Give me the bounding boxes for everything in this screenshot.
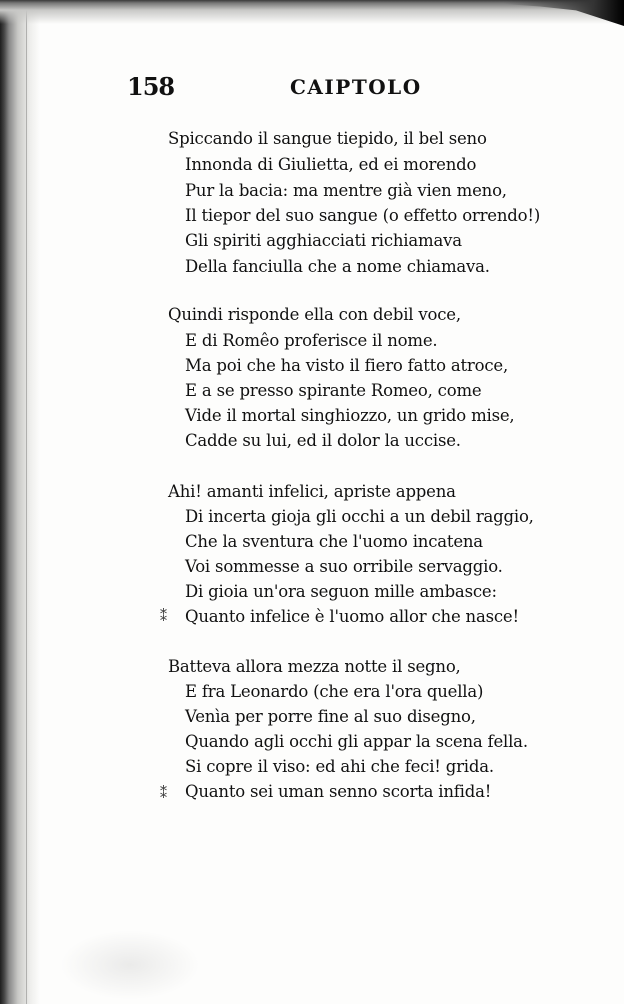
verse-line: Innonda di Giulietta, ed ei morendo xyxy=(185,155,477,174)
verse-line: Ahi! amanti infelici, apriste appena xyxy=(168,482,456,501)
verse-line: Batteva allora mezza notte il segno, xyxy=(168,657,461,676)
verse-line: Quindi risponde ella con debil voce, xyxy=(168,305,461,324)
verse-line: Si copre il viso: ed ahi che feci! grida. xyxy=(185,757,494,776)
verse-line: Vide il mortal singhiozzo, un grido mise, xyxy=(185,406,515,425)
gutter-crease xyxy=(26,0,27,1004)
verse-line: Pur la bacia: ma mentre già vien meno, xyxy=(185,181,507,200)
verse-line: Voi sommesse a suo orribile servaggio. xyxy=(185,557,503,576)
verse-line: Quanto infelice è l'uomo allor che nasce! xyxy=(185,607,519,626)
margin-mark-icon: ⁑ xyxy=(160,609,167,625)
margin-mark-icon: ⁑ xyxy=(160,786,167,802)
verse-line: E a se presso spirante Romeo, come xyxy=(185,381,482,400)
paper-stain xyxy=(60,930,200,1000)
verse-line: Della fanciulla che a nome chiamava. xyxy=(185,257,490,276)
verse-line: E fra Leonardo (che era l'ora quella) xyxy=(185,682,484,701)
verse-line: Di gioia un'ora seguon mille ambasce: xyxy=(185,582,497,601)
verse-line: Venìa per porre fine al suo disegno, xyxy=(185,707,476,726)
page-number: 158 xyxy=(127,72,175,101)
verse-line: Che la sventura che l'uomo incatena xyxy=(185,532,483,551)
verse-line: Quanto sei uman senno scorta infida! xyxy=(185,782,492,801)
page-gutter-shadow xyxy=(0,0,40,1004)
verse-line: Il tiepor del suo sangue (o effetto orrendo!) xyxy=(185,206,541,225)
verse-line: Cadde su lui, ed il dolor la uccise. xyxy=(185,431,461,450)
verse-line: Spiccando il sangue tiepido, il bel seno xyxy=(168,129,487,148)
verse-line: Di incerta gioja gli occhi a un debil raggio, xyxy=(185,507,534,526)
verse-line: Ma poi che ha visto il fiero fatto atroce, xyxy=(185,356,508,375)
verse-line: E di Romêo proferisce il nome. xyxy=(185,331,438,350)
running-title: CAIPTOLO xyxy=(290,75,422,99)
verse-line: Quando agli occhi gli appar la scena fella. xyxy=(185,732,528,751)
verse-line: Gli spiriti agghiacciati richiamava xyxy=(185,231,462,250)
